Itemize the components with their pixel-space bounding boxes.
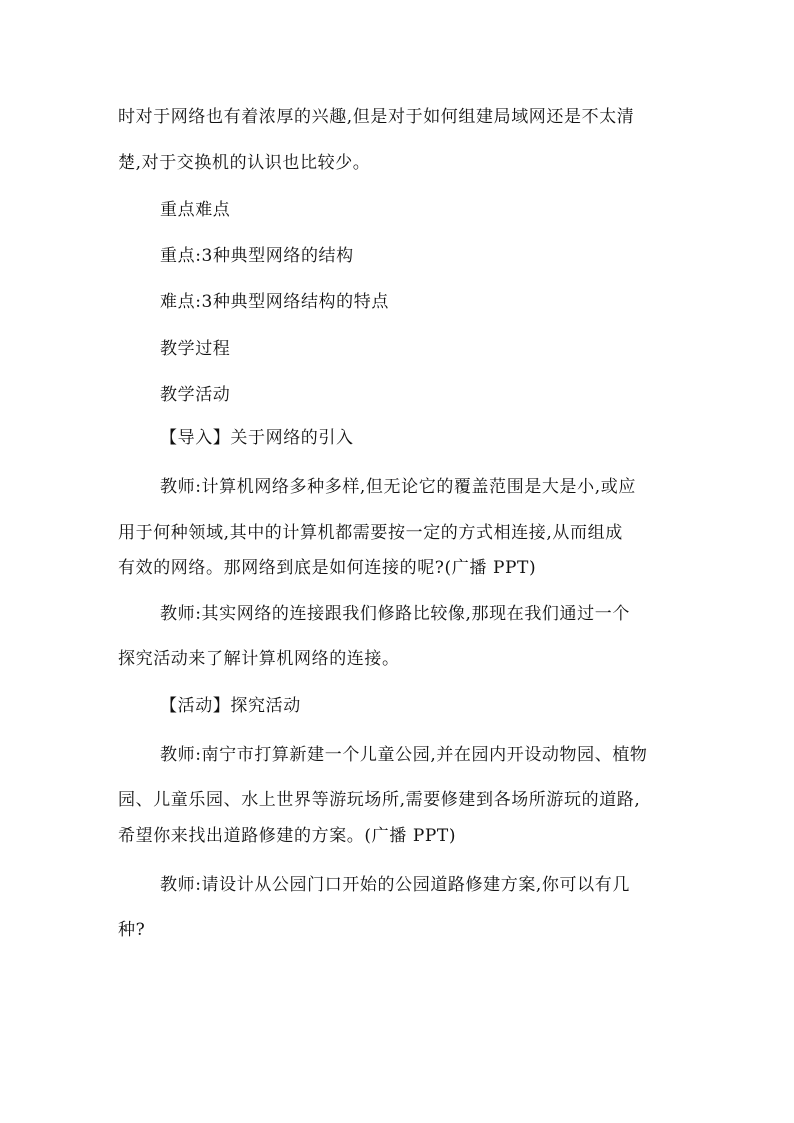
activity-heading: 【导入】关于网络的引入: [160, 428, 354, 448]
paragraph-line: 希望你来找出道路修建的方案。(广播 PPT): [118, 826, 457, 846]
paragraph-line: 教师:请设计从公园门口开始的公园道路修建方案,你可以有几: [160, 875, 630, 895]
section-heading: 教学活动: [160, 385, 231, 405]
paragraph-line: 种?: [118, 920, 146, 940]
paragraph-line: 教师:南宁市打算新建一个儿童公园,并在园内开设动物园、植物: [160, 745, 648, 765]
paragraph-line: 教师:计算机网络多种多样,但无论它的覆盖范围是大是小,或应: [160, 477, 636, 497]
key-point-line: 重点:3种典型网络的结构: [160, 246, 354, 266]
difficulty-line: 难点:3种典型网络结构的特点: [160, 292, 389, 312]
activity-heading: 【活动】探究活动: [160, 696, 301, 716]
paragraph-line: 用于何种领域,其中的计算机都需要按一定的方式相连接,从而组成: [118, 523, 623, 543]
paragraph-line: 有效的网络。那网络到底是如何连接的呢?(广播 PPT): [118, 558, 537, 578]
section-heading: 教学过程: [160, 339, 231, 359]
paragraph-line: 探究活动来了解计算机网络的连接。: [118, 649, 400, 669]
section-heading: 重点难点: [160, 200, 231, 220]
paragraph-line: 楚,对于交换机的认识也比较少。: [118, 153, 371, 173]
paragraph-line: 时对于网络也有着浓厚的兴趣,但是对于如何组建局域网还是不太清: [118, 107, 635, 127]
paragraph-line: 园、儿童乐园、水上世界等游玩场所,需要修建到各场所游玩的道路,: [118, 790, 641, 810]
paragraph-line: 教师:其实网络的连接跟我们修路比较像,那现在我们通过一个: [160, 604, 630, 624]
